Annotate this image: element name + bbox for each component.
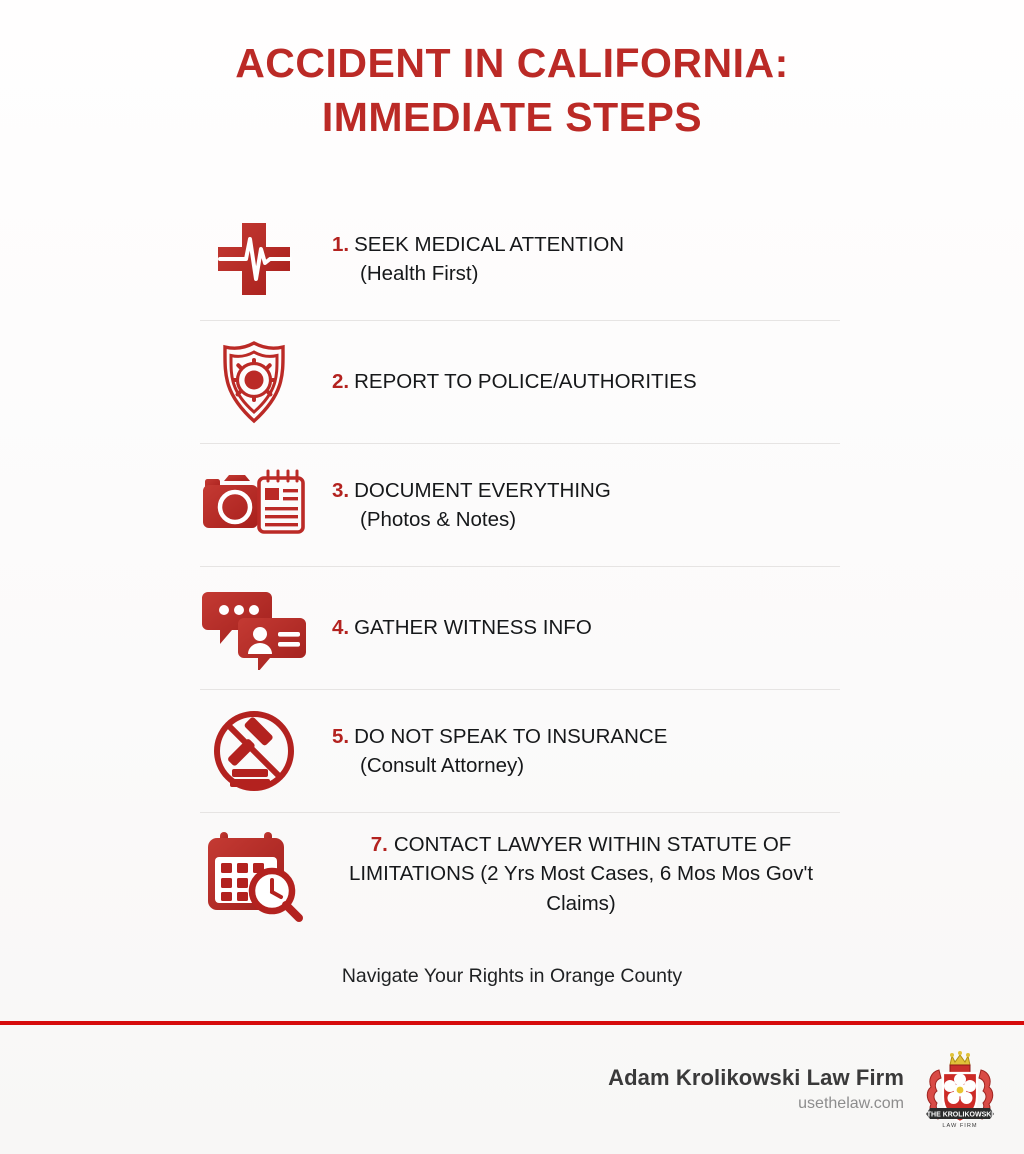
no-gavel-prohibition-icon: [200, 703, 308, 799]
medical-cross-heartbeat-icon: [200, 211, 308, 307]
title-line-2: IMMEDIATE STEPS: [321, 94, 703, 141]
step-title: CONTACT LAWYER WITHIN STATUTE OF LIMITATIONS (2 Yrs Most Cases, 6 Mos Mos Gov't Claims): [348, 832, 814, 915]
step-text: [308, 613, 840, 643]
step-number: 7.: [370, 832, 388, 856]
step-row: [200, 321, 840, 444]
step-text: [308, 722, 840, 781]
tagline: Navigate Your Rights in Orange County: [341, 965, 683, 988]
step-text: [308, 230, 840, 289]
step-number: 3.: [332, 478, 350, 502]
police-badge-shield-icon: [200, 334, 308, 430]
camera-notepad-icon: [200, 457, 308, 553]
title-line-1: ACCIDENT IN CALIFORNIA:: [235, 40, 789, 86]
step-row: [200, 444, 840, 567]
firm-website[interactable]: usethelaw.com: [798, 1095, 904, 1112]
step-subtitle: (Photos & Notes): [360, 508, 517, 532]
step-row: [200, 198, 840, 321]
calendar-clock-magnifier-icon: [200, 826, 308, 922]
step-title: REPORT TO POLICE/AUTHORITIES: [354, 370, 697, 394]
step-row: [200, 813, 840, 935]
step-number: 2.: [332, 370, 350, 394]
step-text: [308, 367, 840, 397]
step-row: [200, 567, 840, 690]
step-number: 4.: [332, 616, 350, 640]
step-number: 1.: [332, 232, 350, 256]
step-text: [308, 476, 840, 535]
crest-banner-line-1: THE KROLIKOWSKI: [926, 1111, 994, 1119]
step-subtitle: (Consult Attorney): [360, 754, 525, 778]
steps-list: [0, 198, 1024, 935]
step-title: GATHER WITNESS INFO: [354, 616, 592, 640]
footer: [0, 1024, 1024, 1154]
speech-bubbles-witness-icon: [200, 580, 308, 676]
step-row: [200, 690, 840, 813]
step-number: 5.: [332, 724, 350, 748]
step-title: DOCUMENT EVERYTHING: [354, 478, 611, 502]
page-title: [0, 0, 1024, 144]
step-title: DO NOT SPEAK TO INSURANCE: [354, 724, 668, 748]
step-subtitle: (Health First): [360, 262, 479, 286]
krolikowski-law-firm-crest-logo: [922, 1046, 998, 1132]
step-title: SEEK MEDICAL ATTENTION: [354, 232, 625, 256]
crest-banner-line-2: LAW FIRM: [942, 1123, 978, 1129]
footer-text-block: [608, 1065, 904, 1113]
step-text: [308, 830, 840, 919]
firm-name: Adam Krolikowski Law Firm: [608, 1065, 904, 1090]
